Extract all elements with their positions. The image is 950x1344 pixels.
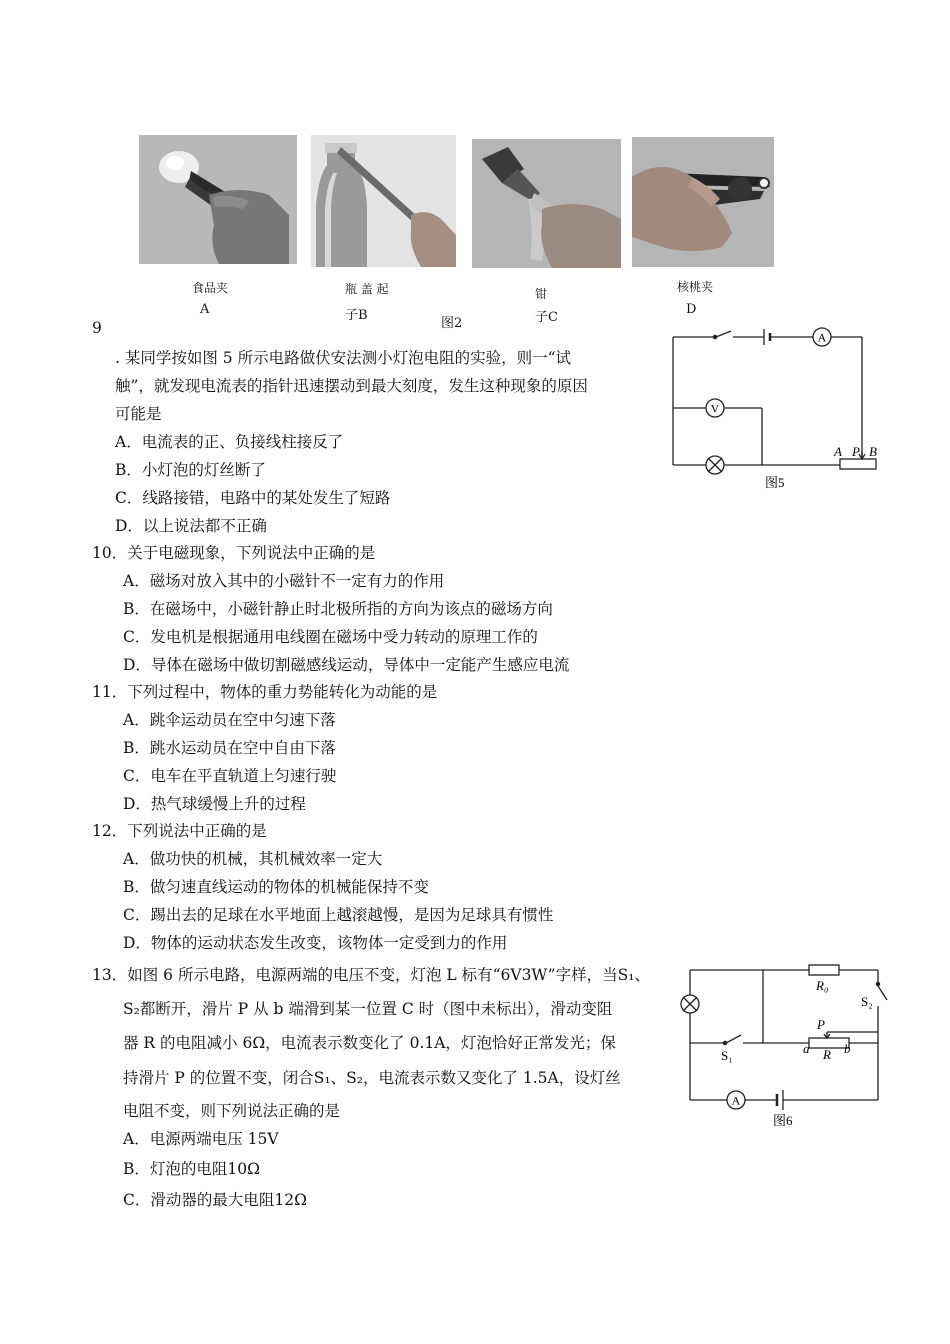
fig2-label-d-name: 核桃夹 xyxy=(677,280,714,294)
q12-stem: 12．下列说法中正确的是 xyxy=(92,822,267,840)
fig5-caption: 图5 xyxy=(765,475,785,490)
walnut-cracker-illustration xyxy=(632,137,774,267)
fig6-label-b: b xyxy=(844,1041,851,1056)
fig2-label-d-letter: D xyxy=(686,302,697,317)
q9-number: 9 xyxy=(92,319,102,337)
fig5-ammeter-label: A xyxy=(817,330,827,345)
q10-option-c: C．发电机是根据通用电线圈在磁场中受力转动的原理工作的 xyxy=(123,628,538,646)
q13-stem-line-2: S₂都断开，滑片 P 从 b 端滑到某一位置 C 时（图中未标出），滑动变阻 xyxy=(123,1000,613,1018)
photo-bottle-opener xyxy=(311,135,456,267)
fig2-label-b-line2: 子B xyxy=(345,308,368,323)
fig2-label-a-letter: A xyxy=(200,302,210,317)
q11-option-c: C．电车在平直轨道上匀速行驶 xyxy=(123,767,337,785)
food-tongs-illustration xyxy=(139,135,297,264)
q13-stem-line-1: 13．如图 6 所示电路，电源两端的电压不变，灯泡 L 标有“6V3W”字样，当S₁、 xyxy=(92,966,650,984)
q10-option-d: D．导体在磁场中做切割磁感线运动，导体中一定能产生感应电流 xyxy=(123,656,570,674)
bottle-opener-illustration xyxy=(311,135,456,267)
q9-stem-line-1: . 某同学按如图 5 所示电路做伏安法测小灯泡电阻的实验，则一“试 xyxy=(115,349,571,367)
q11-option-a: A．跳伞运动员在空中匀速下落 xyxy=(123,711,336,729)
q11-option-b: B．跳水运动员在空中自由下落 xyxy=(123,739,336,757)
fig6-label-s1: S₁ xyxy=(721,1048,733,1063)
fig6-label-s2: S₂ xyxy=(861,994,873,1009)
photo-pliers xyxy=(472,139,621,268)
q9-option-c: C．线路接错，电路中的某处发生了短路 xyxy=(115,489,391,507)
q12-option-d: D．物体的运动状态发生改变，该物体一定受到力的作用 xyxy=(123,934,508,952)
fig2-label-b-line1: 瓶 盖 起 xyxy=(345,282,389,296)
q9-option-b: B．小灯泡的灯丝断了 xyxy=(115,461,266,479)
q9-stem-line-3: 可能是 xyxy=(115,405,162,423)
fig6-label-p: P xyxy=(817,1017,825,1032)
fig2-label-c-line1: 钳 xyxy=(535,287,548,301)
q11-stem: 11．下列过程中，物体的重力势能转化为动能的是 xyxy=(92,683,438,701)
q13-option-c: C．滑动器的最大电阻12Ω xyxy=(123,1191,307,1209)
pliers-illustration xyxy=(472,139,621,268)
q13-stem-line-4: 持滑片 P 的位置不变，闭合S₁、S₂，电流表示数又变化了 1.5A，设灯丝 xyxy=(123,1069,621,1087)
q12-option-a: A．做功快的机械，其机械效率一定大 xyxy=(123,850,383,868)
q10-stem: 10．关于电磁现象，下列说法中正确的是 xyxy=(92,544,376,562)
q13-option-a: A．电源两端电压 15V xyxy=(123,1130,279,1148)
fig6-label-r: R xyxy=(823,1047,831,1062)
q9-stem-line-2: 触”，就发现电流表的指针迅速摆动到最大刻度，发生这种现象的原因 xyxy=(115,377,588,395)
fig6-label-a: a xyxy=(803,1041,810,1056)
q12-option-c: C．踢出去的足球在水平地面上越滚越慢，是因为足球具有惯性 xyxy=(123,906,554,924)
q11-option-d: D．热气球缓慢上升的过程 xyxy=(123,795,306,813)
q13-option-b: B．灯泡的电阻10Ω xyxy=(123,1160,260,1178)
q9-option-d: D．以上说法都不正确 xyxy=(115,517,267,535)
fig5-label-p: P xyxy=(852,444,860,459)
fig5-label-b: B xyxy=(869,444,877,459)
q10-option-b: B．在磁场中，小磁针静止时北极所指的方向为该点的磁场方向 xyxy=(123,600,553,618)
q12-option-b: B．做匀速直线运动的物体的机械能保持不变 xyxy=(123,878,429,896)
q9-option-a: A．电流表的正、负接线柱接反了 xyxy=(115,433,344,451)
fig6-caption: 图6 xyxy=(773,1113,793,1128)
photo-food-tongs xyxy=(139,135,297,264)
fig2-label-c-line2: 子C xyxy=(535,310,558,325)
figure-6-circuit xyxy=(675,960,895,1135)
q13-stem-line-3: 器 R 的电阻减小 6Ω，电流表示数变化了 0.1A，灯泡恰好正常发光；保 xyxy=(123,1034,616,1052)
q10-option-a: A．磁场对放入其中的小磁针不一定有力的作用 xyxy=(123,572,445,590)
fig5-voltmeter-label: V xyxy=(710,401,720,416)
photo-walnut-cracker xyxy=(632,137,774,267)
fig2-caption: 图2 xyxy=(441,316,463,331)
q13-stem-line-5: 电阻不变，则下列说法正确的是 xyxy=(123,1102,341,1120)
figure-5-circuit xyxy=(665,325,890,495)
fig6-label-r0: R₀ xyxy=(816,978,829,993)
fig2-label-a-name: 食品夹 xyxy=(192,281,229,295)
fig6-ammeter-label: A xyxy=(731,1093,741,1108)
fig5-label-a: A xyxy=(834,444,842,459)
